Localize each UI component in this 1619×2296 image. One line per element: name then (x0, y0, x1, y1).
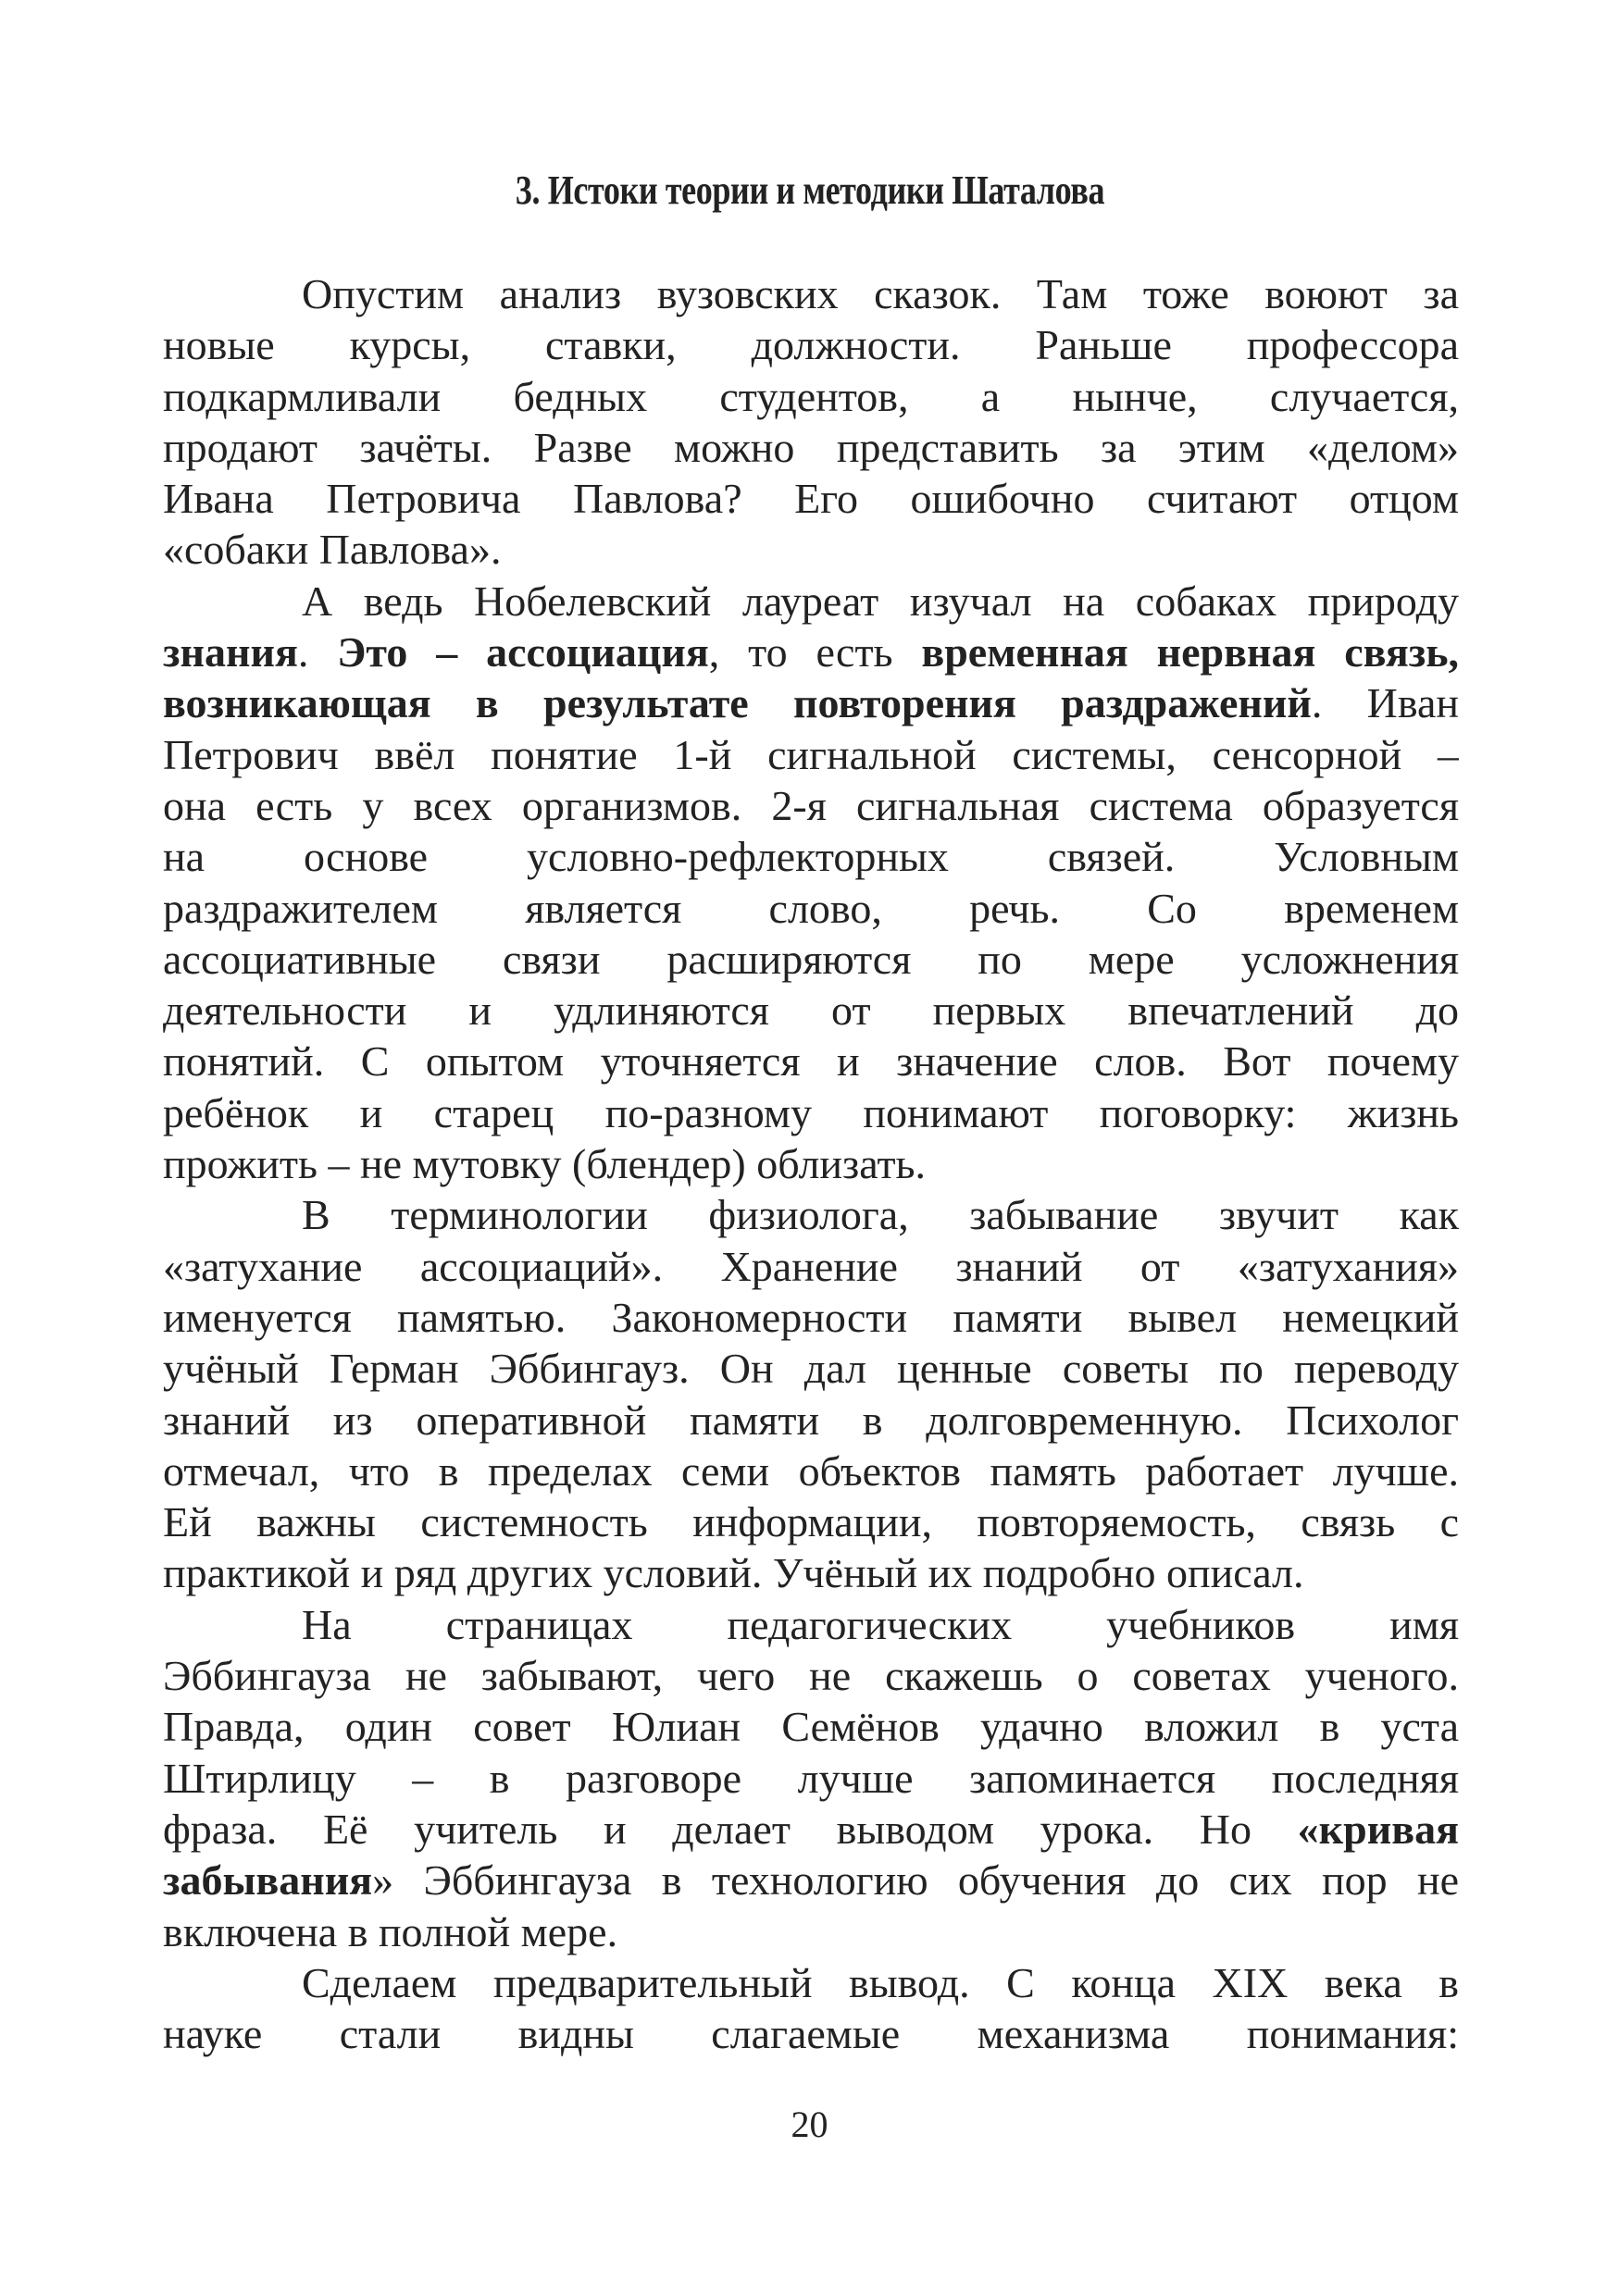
text-span: учёный Герман Эббингауз. Он дал ценные советы по переводу (163, 1345, 1459, 1393)
text-line (163, 1446, 1459, 1496)
text-span: она есть у всех организмов. 2-я сигнальная система образуется (163, 781, 1459, 829)
text-span: продают зачёты. Разве можно представить за этим «делом» (163, 423, 1459, 471)
text-span: раздражителем является слово, речь. Со временем (163, 884, 1459, 932)
text-line (163, 268, 1459, 319)
text-line (163, 524, 1459, 575)
body-text (163, 268, 1459, 2059)
text-line (163, 1804, 1459, 1855)
text-span: ребёнок и старец по-разному понимают поговорку: жизнь (163, 1088, 1459, 1136)
text-line (163, 1957, 1459, 2008)
bold-text: возникающая в результате повторения раздражений (163, 679, 1312, 727)
text-line (163, 1395, 1459, 1446)
text-span: ассоциативные связи расширяются по мере усложнения (163, 935, 1459, 983)
bold-text: временная нервная связь, (921, 628, 1459, 676)
text-span: . (297, 628, 338, 676)
text-span: именуется памятью. Закономерности памяти вывел немецкий (163, 1293, 1459, 1341)
text-span: знаний из оперативной памяти в долговременную. Психолог (163, 1396, 1459, 1444)
text-span: новые курсы, ставки, должности. Раньше профессора (163, 321, 1459, 369)
text-span: практикой и ряд других условий. Учёный их подробно описал. (163, 1549, 1304, 1597)
text-line (163, 1138, 1459, 1189)
text-span: Эббингауза не забывают, чего не скажешь о советах ученого. (163, 1652, 1459, 1700)
page-number: 20 (791, 2104, 828, 2145)
text-line (163, 677, 1459, 728)
text-line (163, 576, 1459, 627)
text-span: на основе условно-рефлекторных связей. Условным (163, 833, 1459, 881)
text-line (163, 780, 1459, 831)
text-line (163, 371, 1459, 422)
text-span: Опустим анализ вузовских сказок. Там тоже воюют за (302, 270, 1459, 317)
text-line (163, 627, 1459, 677)
text-span: прожить – не мутовку (блендер) облизать. (163, 1140, 927, 1188)
text-span: Ей важны системность информации, повторяемость, связь с (163, 1498, 1459, 1546)
text-span: деятельности и удлиняются от первых впечатлений до (163, 987, 1459, 1035)
text-span: Правда, один совет Юлиан Семёнов удачно вложил в уста (163, 1703, 1459, 1751)
text-line (163, 1496, 1459, 1547)
text-span: подкармливали бедных студентов, а нынче, случается, (163, 372, 1459, 420)
text-span: Ивана Петровича Павлова? Его ошибочно считают отцом (163, 475, 1459, 523)
bold-text: знания (163, 628, 298, 676)
text-line (163, 1189, 1459, 1240)
text-span: А ведь Нобелевский лауреат изучал на собаках природу (302, 577, 1459, 625)
text-line (163, 1241, 1459, 1292)
text-line (163, 1343, 1459, 1394)
text-span: понятий. С опытом уточняется и значение слов. Вот почему (163, 1037, 1459, 1086)
text-line (163, 1753, 1459, 1804)
text-span: науке стали видны слагаемые механизма понимания: (163, 2010, 1459, 2058)
text-span: В терминологии физиолога, забывание звучит как (302, 1191, 1459, 1239)
text-span: «собаки Павлова». (163, 526, 502, 574)
text-span: «затухание ассоциаций». Хранение знаний от «затухания» (163, 1242, 1459, 1290)
text-line (163, 883, 1459, 934)
text-line (163, 473, 1459, 524)
text-line (163, 1701, 1459, 1752)
text-line (163, 1906, 1459, 1957)
bold-text: «кривая (1297, 1805, 1459, 1853)
text-line (163, 1599, 1459, 1650)
bold-text: забывания (163, 1856, 373, 1905)
text-line (163, 319, 1459, 370)
text-span: отмечал, что в пределах семи объектов память работает лучше. (163, 1446, 1459, 1495)
text-span: фраза. Её учитель и делает выводом урока. Но (163, 1805, 1298, 1853)
text-line (163, 1292, 1459, 1343)
text-line (163, 422, 1459, 473)
text-line (163, 1855, 1459, 1905)
text-span: , то есть (708, 628, 922, 676)
text-span: . Иван (1311, 679, 1459, 727)
text-line (163, 2008, 1459, 2059)
text-line (163, 934, 1459, 985)
text-line (163, 985, 1459, 1036)
text-line (163, 1547, 1459, 1598)
text-span: Штирлицу – в разговоре лучше запоминается последняя (163, 1754, 1459, 1802)
text-line (163, 831, 1459, 882)
text-line (163, 729, 1459, 780)
text-line (163, 1087, 1459, 1138)
text-span: На страницах педагогических учебников имя (302, 1600, 1459, 1648)
text-span: Петрович ввёл понятие 1-й сигнальной системы, сенсорной – (163, 730, 1459, 778)
text-line (163, 1650, 1459, 1701)
text-span: » Эббингауза в технологию обучения до сих пор не (372, 1856, 1459, 1905)
bold-text: Это – ассоциация (337, 628, 709, 676)
text-span: включена в полной мере. (163, 1907, 618, 1955)
section-title: 3. Истоки теории и методики Шаталова (515, 168, 1105, 213)
text-line (163, 1036, 1459, 1086)
text-span: Сделаем предварительный вывод. С конца XIX века в (302, 1958, 1459, 2006)
